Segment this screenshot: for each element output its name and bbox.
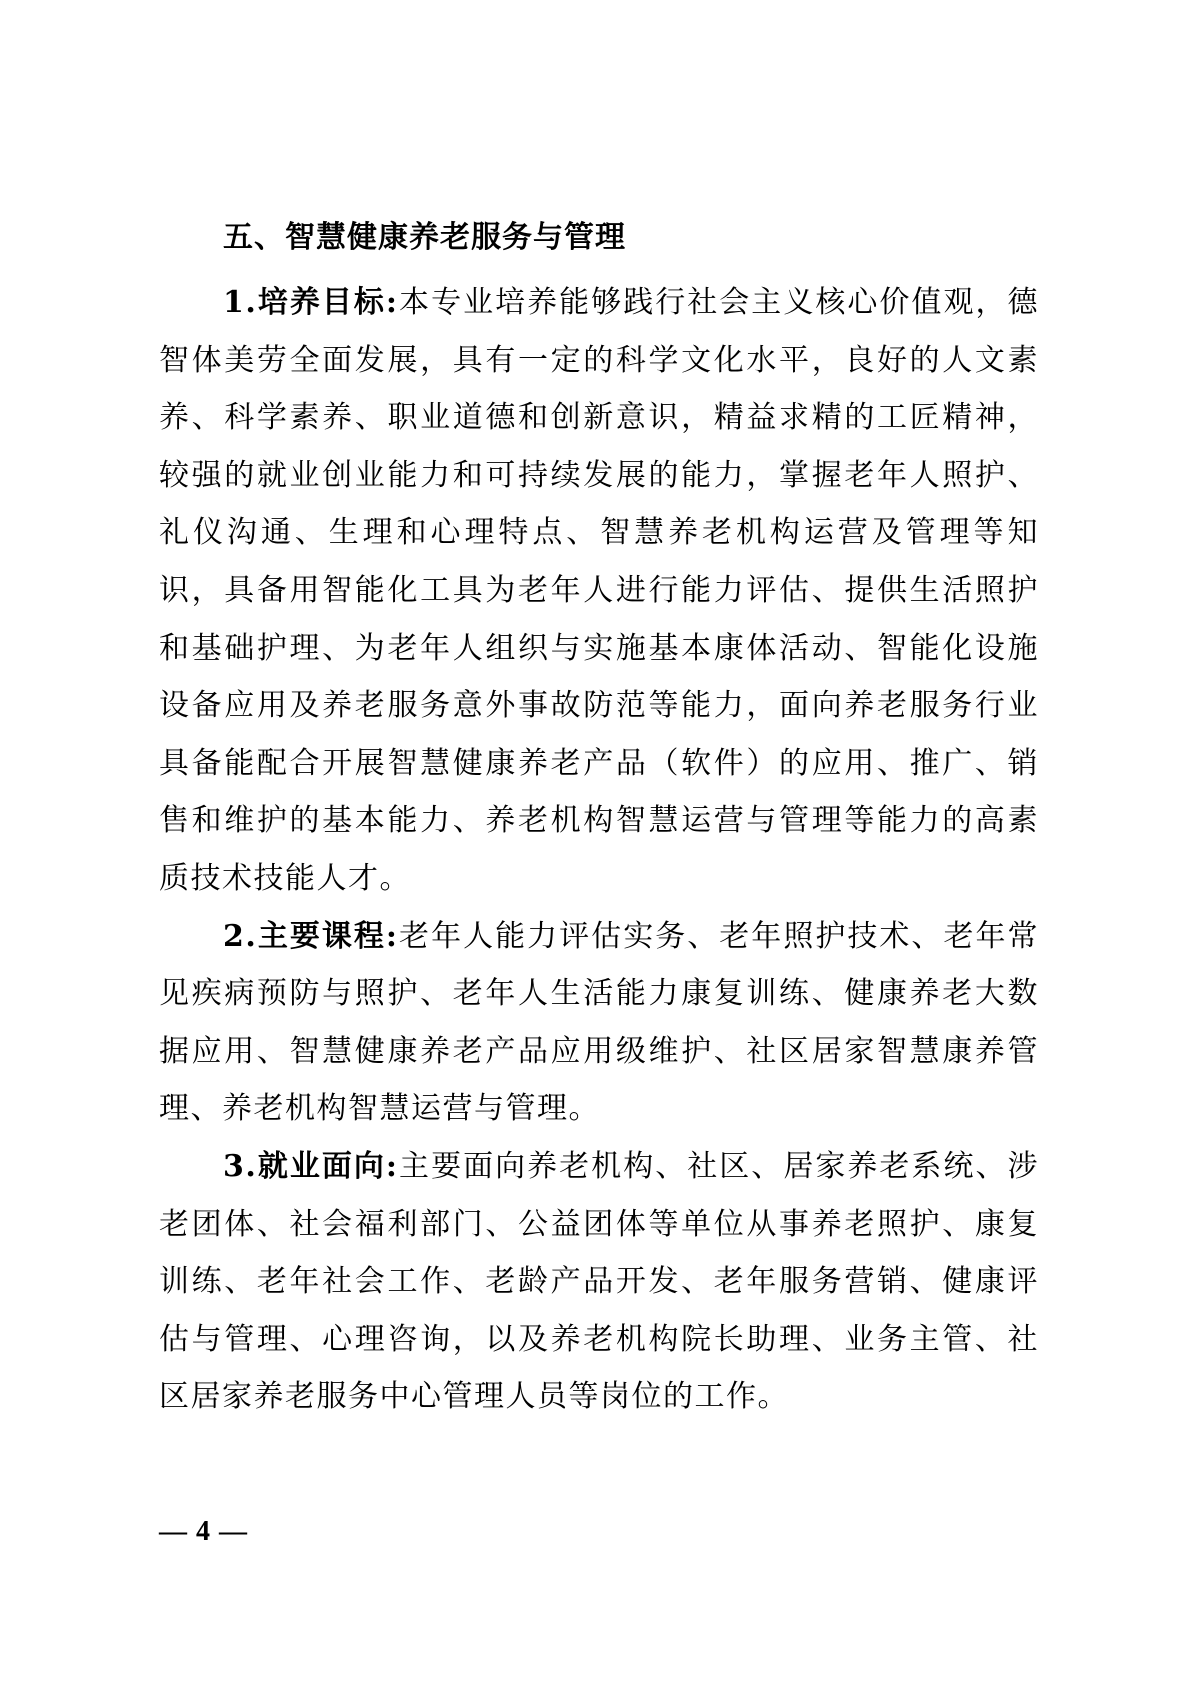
paragraph-lead-training-objective: 1.培养目标: — [223, 285, 399, 320]
paragraph-text-main-courses: 老年人能力评估实务、老年照护技术、老年常见疾病预防与照护、老年人生活能力康复训练、健康养老大数据应用、智慧健康养老产品应用级维护、社区居家智慧康养管理、养老机构智慧运营与管理。 — [159, 918, 1039, 1127]
paragraph-text-employment: 主要面向养老机构、社区、居家养老系统、涉老团体、社会福利部门、公益团体等单位从事养老照护、康复训练、老年社会工作、老龄产品开发、老年服务营销、健康评估与管理、心理咨询，以及养老机构院长助理、业务主管、社区居家养老服务中心管理人员等岗位的工作。 — [159, 1148, 1039, 1415]
page-number: — 4 — — [159, 1516, 248, 1547]
paragraph-lead-employment: 3.就业面向: — [223, 1148, 399, 1184]
paragraph-text-training-objective: 本专业培养能够践行社会主义核心价值观，德智体美劳全面发展，具有一定的科学文化水平，良好的人文素养、科学素养、职业道德和创新意识，精益求精的工匠精神，较强的就业创业能力和可持续发展的能力，掌握老年人照护、礼仪沟通、生理和心理特点、智慧养老机构运营及管理等知识，具备用智能化工具为老年人进行能力评估、提供生活照护和基础护理、为老年人组织与实施基本康体活动、智能化设施设备应用及养老服务意外事故防范等能力，面向养老服务行业具备能配合开展智慧健康养老产品（软件）的应用、推广、销售和维护的基本能力、养老机构智慧运营与管理等能力的高素质技术技能人才。 — [159, 285, 1039, 896]
paragraph-lead-main-courses: 2.主要课程: — [223, 918, 399, 954]
paragraph-training-objective — [159, 274, 1039, 908]
paragraph-employment — [159, 1138, 1039, 1426]
document-body — [159, 218, 1039, 1426]
section-title: 五、智慧健康养老服务与管理 — [223, 220, 626, 255]
paragraph-main-courses — [159, 908, 1039, 1138]
